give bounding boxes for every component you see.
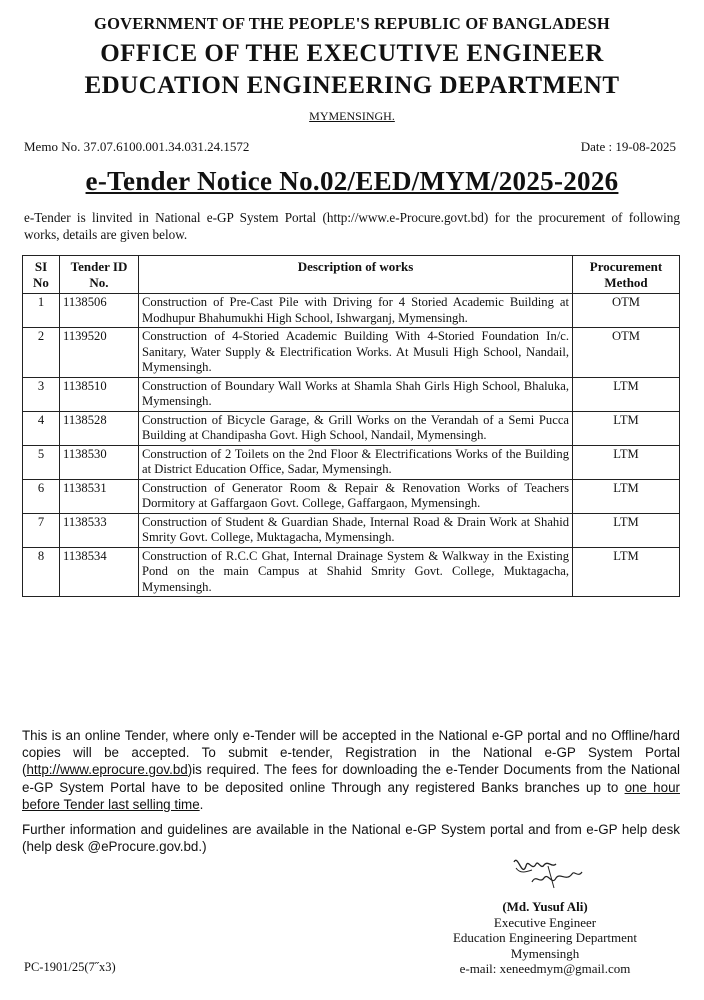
- row-procurement-method: OTM: [573, 328, 680, 378]
- row-tender-id: 1138528: [60, 411, 139, 445]
- online-tender-paragraph: [22, 727, 680, 813]
- header-government: GOVERNMENT OF THE PEOPLE'S REPUBLIC OF BANGLADESH: [94, 14, 610, 33]
- notice-title: e-Tender Notice No.02/EED/MYM/2025-2026: [85, 166, 619, 196]
- signatory-city: Mymensingh: [510, 945, 580, 961]
- signatory-email[interactable]: e-mail: xeneedmym@gmail.com: [459, 961, 631, 976]
- row-procurement-method: LTM: [573, 513, 680, 547]
- table-row: [23, 445, 680, 479]
- memo-number: Memo No. 37.07.6100.001.34.031.24.1572: [24, 139, 250, 154]
- further-info-paragraph: Further information and guidelines are available in the National e-GP System portal and from e-GP help desk (help desk @eProcure.gov.bd.): [22, 822, 680, 855]
- col-header-description: Description of works: [139, 256, 573, 294]
- table-header-row: [23, 256, 680, 294]
- row-sl-number: 7: [23, 513, 60, 547]
- row-sl-number: 2: [23, 328, 60, 378]
- para1-part3: .: [199, 796, 204, 812]
- row-description: Construction of Generator Room & Repair & Renovation Works of Teachers Dormitory at Gaffargaon Govt. College, Gaffargaon, Mymensingh.: [139, 479, 573, 513]
- row-procurement-method: LTM: [573, 479, 680, 513]
- handwritten-signature: [508, 848, 588, 892]
- row-description: Construction of Pre-Cast Pile with Driving for 4 Storied Academic Building at Modhupur Bhahumukhi High School, Ishwarganj, Mymensingh.: [139, 294, 573, 328]
- row-description: Construction of R.C.C Ghat, Internal Drainage System & Walkway in the Existing Pond on the main Campus at Shahid Smrity Govt. College, Muktagacha, Mymensingh.: [139, 547, 573, 597]
- para1-part1: This is an online Tender, where only e-Tender will be accepted in the National e-GP portal and no Offline/hard copies will be accepted. To submit e-tender, Registration in the National e-GP System Portal (: [22, 728, 680, 778]
- eprocure-link[interactable]: http://www.eprocure.gov.bd: [26, 762, 188, 778]
- row-description: Construction of 2 Toilets on the 2nd Floor & Electrifications Works of the Building at District Education Office, Sadar, Mymensingh.: [139, 445, 573, 479]
- table-row: [23, 377, 680, 411]
- row-tender-id: 1138506: [60, 294, 139, 328]
- signatory-department: Education Engineering Department: [452, 930, 638, 945]
- row-description: Construction of Student & Guardian Shade, Internal Road & Drain Work at Shahid Smrity Govt. College, Muktagacha, Mymensingh.: [139, 513, 573, 547]
- table-row: [23, 513, 680, 547]
- row-description: Construction of 4-Storied Academic Building With 4-Storied Foundation In/c. Sanitary, Water Supply & Electrification Works. At Musuli High School, Nandail, Mymensingh.: [139, 328, 573, 378]
- row-description: Construction of Boundary Wall Works at Shamla Shah Girls High School, Bhaluka, Mymensingh.: [139, 377, 573, 411]
- row-description: Construction of Bicycle Garage, & Grill Works on the Verandah of a Semi Pucca Building at Chandipasha Govt. High School, Nandail, Mymensingh.: [139, 411, 573, 445]
- row-procurement-method: LTM: [573, 547, 680, 597]
- table-row: [23, 547, 680, 597]
- signature-block: [420, 899, 670, 977]
- para1-part2: )is required. The fees for downloading the e-Tender Documents from the National e-GP System Portal have to be deposited online Through any registered Banks branches up to: [22, 762, 680, 795]
- header-location-text: MYMENSINGH.: [309, 109, 395, 123]
- row-sl-number: 3: [23, 377, 60, 411]
- header-office: OFFICE OF THE EXECUTIVE ENGINEER: [100, 40, 604, 67]
- row-sl-number: 4: [23, 411, 60, 445]
- row-procurement-method: LTM: [573, 411, 680, 445]
- signatory-name: (Md. Yusuf Ali): [502, 899, 588, 914]
- table-row: [23, 411, 680, 445]
- row-sl-number: 8: [23, 547, 60, 597]
- row-procurement-method: LTM: [573, 377, 680, 411]
- row-tender-id: 1138531: [60, 479, 139, 513]
- intro-paragraph: e-Tender is linvited in National e-GP System Portal (http://www.e-Procure.govt.bd) for the procurement of following works, details are given below.: [24, 210, 680, 242]
- table-row: [23, 294, 680, 328]
- table-row: [23, 479, 680, 513]
- print-code: PC-1901/25(7˝x3): [24, 960, 116, 974]
- row-sl-number: 5: [23, 445, 60, 479]
- header-location: [0, 109, 704, 124]
- row-tender-id: 1139520: [60, 328, 139, 378]
- col-header-tender-id: Tender ID No.: [60, 256, 139, 294]
- row-sl-number: 1: [23, 294, 60, 328]
- header-department: EDUCATION ENGINEERING DEPARTMENT: [84, 72, 620, 99]
- notice-date: Date : 19-08-2025: [580, 139, 676, 154]
- col-header-method: Procurement Method: [573, 256, 680, 294]
- row-sl-number: 6: [23, 479, 60, 513]
- works-table: [22, 255, 680, 597]
- row-tender-id: 1138530: [60, 445, 139, 479]
- table-row: [23, 328, 680, 378]
- works-table-body: [23, 294, 680, 597]
- row-tender-id: 1138534: [60, 547, 139, 597]
- row-tender-id: 1138510: [60, 377, 139, 411]
- deadline-note: one hour before Tender last selling time: [22, 779, 680, 812]
- row-procurement-method: LTM: [573, 445, 680, 479]
- signatory-designation: Executive Engineer: [493, 914, 597, 930]
- row-procurement-method: OTM: [573, 294, 680, 328]
- row-tender-id: 1138533: [60, 513, 139, 547]
- col-header-sl: SI No: [23, 256, 60, 294]
